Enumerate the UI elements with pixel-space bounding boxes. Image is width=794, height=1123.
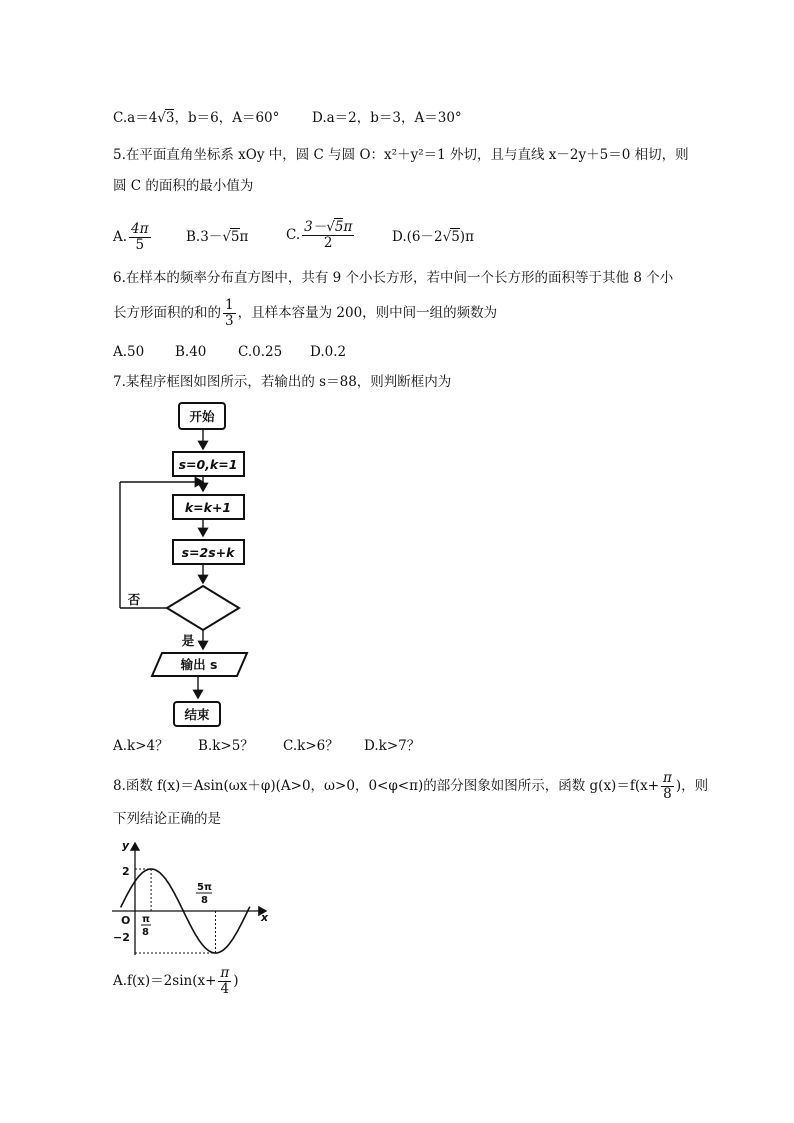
q5-c-num-radicand: 5 [334, 219, 344, 235]
q5-c-fraction [302, 220, 354, 251]
q5-line-2: 圆 C 的面积的最小值为 [113, 178, 254, 194]
x2-denominator: 8 [201, 895, 208, 906]
q8-fraction [661, 771, 674, 802]
q8-line-1-suffix: )，则 [675, 778, 709, 794]
q8-a-denominator: 4 [220, 981, 230, 997]
flowchart-step1-label: k=k+1 [184, 500, 232, 515]
flowchart-yes-label: 是 [181, 633, 195, 648]
y-min-label: −2 [113, 931, 130, 944]
q5-d-prefix: D.(6－2 [392, 229, 443, 245]
q5-b-prefix: B.3－ [186, 229, 223, 245]
sqrt-sign: √ [442, 229, 452, 245]
q5-a-numerator: 4π [131, 221, 149, 237]
flowchart-step2-label: s=2s+k [181, 545, 235, 560]
q5-c-denominator: 2 [323, 235, 333, 251]
q7-option-a: A.k>4？ [113, 738, 169, 754]
q4-c-suffix: ，b＝6，A＝60° [174, 110, 280, 126]
q5-c-label: C. [286, 227, 301, 243]
q4-option-c [113, 108, 279, 128]
flowchart [110, 397, 310, 732]
q6-fraction [223, 298, 236, 329]
flowchart-decision-diamond [167, 586, 239, 630]
q8-line-1 [113, 771, 708, 802]
q5-a-fraction [129, 222, 150, 253]
q7-option-d: D.k>7？ [364, 738, 421, 754]
q6-fraction-numerator: 1 [225, 297, 234, 313]
x1-denominator: 8 [142, 927, 149, 938]
q5-b-suffix: π [239, 229, 249, 245]
q8-option-a [113, 966, 239, 997]
q5-c-num-prefix: 3－ [304, 219, 327, 235]
flowchart-no-label: 否 [127, 592, 141, 607]
q8-line-1-prefix: 8.函数 f(x)＝Asin(ωx＋φ)(A>0，ω>0，0<φ<π)的部分图象如图所示，函数 g(x)＝f(x+ [113, 778, 660, 794]
x1-numerator: π [142, 914, 150, 925]
q6-line-2-prefix: 长方形面积的和的 [113, 305, 221, 321]
sqrt-sign: √ [222, 229, 231, 245]
q6-option-b: B.40 [175, 344, 207, 360]
q6-line-2-suffix: ，且样本容量为 200，则中间一组的频数为 [237, 305, 498, 321]
y-axis-label: y [122, 839, 130, 852]
q5-c-num-suffix: π [343, 219, 353, 235]
sine-graph [108, 837, 278, 962]
y-max-label: 2 [122, 865, 130, 878]
x2-numerator: 5π [197, 882, 212, 893]
flowchart-init-label: s=0,k=1 [178, 457, 238, 472]
flowchart-output-label: 输出 s [180, 657, 218, 672]
q5-a-denominator: 5 [135, 237, 145, 253]
q6-option-d: D.0.2 [310, 344, 347, 360]
q6-fraction-denominator: 3 [225, 313, 234, 329]
q5-line-1: 5.在平面直角坐标系 xOy 中，圆 C 与圆 O：x²＋y²＝1 外切，且与直线 x－2y＋5＝0 相切，则 [113, 147, 689, 163]
flowchart-start-label: 开始 [189, 409, 215, 424]
sqrt-sign: √ [326, 219, 335, 235]
q5-option-b [186, 227, 248, 247]
q5-d-radicand: 5 [451, 229, 460, 245]
origin-label: O [121, 914, 131, 927]
q6-line-1: 6.在样本的频率分布直方图中，共有 9 个小长方形，若中间一个长方形的面积等于其他 8 个小 [113, 270, 674, 286]
q5-a-label: A. [113, 229, 128, 245]
q8-a-fraction [218, 966, 231, 997]
q6-option-a: A.50 [113, 344, 145, 360]
q5-d-suffix: )π [459, 229, 474, 245]
q7-line-1: 7.某程序框图如图所示，若输出的 s＝88，则判断框内为 [113, 374, 452, 390]
q4-option-d: D.a＝2，b＝3，A＝30° [312, 110, 462, 126]
q8-line-2: 下列结论正确的是 [113, 811, 221, 827]
q6-option-c: C.0.25 [238, 344, 283, 360]
q7-option-b: B.k>5？ [198, 738, 254, 754]
q8-fraction-numerator: π [663, 770, 672, 786]
flowchart-end-label: 结束 [184, 707, 210, 722]
q5-option-d [392, 227, 474, 247]
q4-c-prefix: C.a＝4 [113, 110, 158, 126]
q8-a-numerator: π [220, 965, 230, 981]
q5-option-c [286, 220, 356, 251]
q8-a-suffix: ) [233, 973, 239, 989]
q8-a-prefix: A.f(x)＝2sin(x+ [113, 973, 217, 989]
q8-fraction-denominator: 8 [663, 786, 672, 802]
q5-b-radicand: 5 [230, 229, 240, 245]
q4-c-radicand: 3 [165, 110, 175, 126]
q7-option-c: C.k>6？ [283, 738, 339, 754]
sqrt-sign: √ [157, 110, 166, 126]
x-axis-label: x [261, 911, 269, 924]
q5-c-numerator [302, 220, 354, 236]
q6-line-2 [113, 298, 497, 329]
q5-option-a [113, 222, 153, 253]
